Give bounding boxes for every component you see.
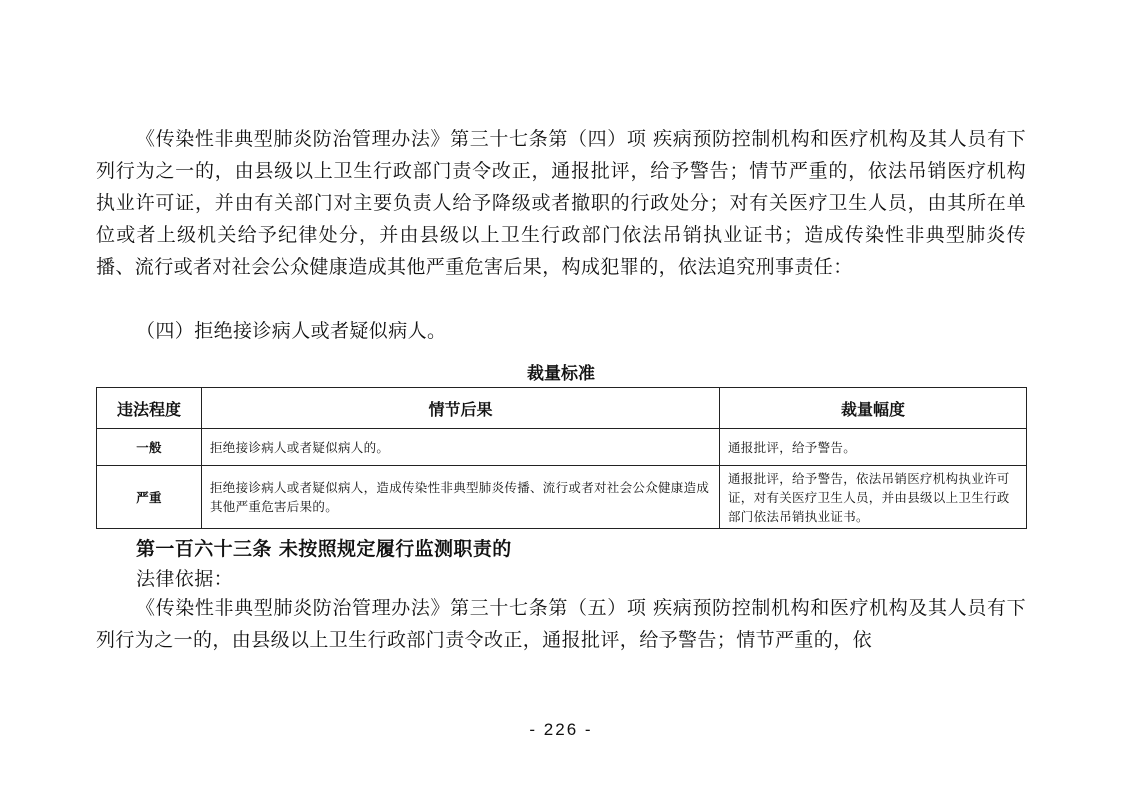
table-row: [97, 429, 1027, 466]
article-title: 第一百六十三条 未按照规定履行监测职责的: [136, 538, 512, 560]
article-paragraph-2: 《传染性非典型肺炎防治管理办法》第三十七条第（五）项 疾病预防控制机构和医疗机构及其人员有下列行为之一的，由县级以上卫生行政部门责令改正，通报批评，给予警告；情节严重的，依: [96, 597, 1026, 651]
cell-circumstance: 拒绝接诊病人或者疑似病人，造成传染性非典型肺炎传播、流行或者对社会公众健康造成其他严重危害后果的。: [202, 466, 720, 529]
document-page: [96, 0, 1026, 793]
header-level: 违法程度: [97, 388, 202, 429]
legal-basis-label: 法律依据：: [136, 568, 234, 590]
table-row: [97, 466, 1027, 529]
cell-circumstance: 拒绝接诊病人或者疑似病人的。: [202, 429, 720, 466]
table-caption: 裁量标准: [527, 364, 595, 384]
discretion-standard-table: [96, 387, 1027, 529]
cell-level: 一般: [97, 429, 202, 466]
article-paragraph-1: 《传染性非典型肺炎防治管理办法》第三十七条第（四）项 疾病预防控制机构和医疗机构及其人员有下列行为之一的，由县级以上卫生行政部门责令改正，通报批评，给予警告；情节严重的，依法吊销医疗机构执业许可证，并由有关部门对主要负责人给予降级或者撤职的行政处分；对有关医疗卫生人员，由其所在单位或者上级机关给予纪律处分，并由县级以上卫生行政部门依法吊销执业证书；造成传染性非典型肺炎传播、流行或者对社会公众健康造成其他严重危害后果，构成犯罪的，依法追究刑事责任：: [96, 128, 1026, 278]
table-header-row: [97, 388, 1027, 429]
cell-range: 通报批评，给予警告。: [720, 429, 1027, 466]
header-range: 裁量幅度: [720, 388, 1027, 429]
list-item-4: （四）拒绝接诊病人或者疑似病人。: [136, 320, 447, 342]
cell-range: 通报批评，给予警告，依法吊销医疗机构执业许可证，对有关医疗卫生人员，并由县级以上卫生行政部门依法吊销执业证书。: [720, 466, 1027, 529]
page-number: - 226 -: [529, 720, 593, 739]
cell-level: 严重: [97, 466, 202, 529]
header-circumstance: 情节后果: [202, 388, 720, 429]
